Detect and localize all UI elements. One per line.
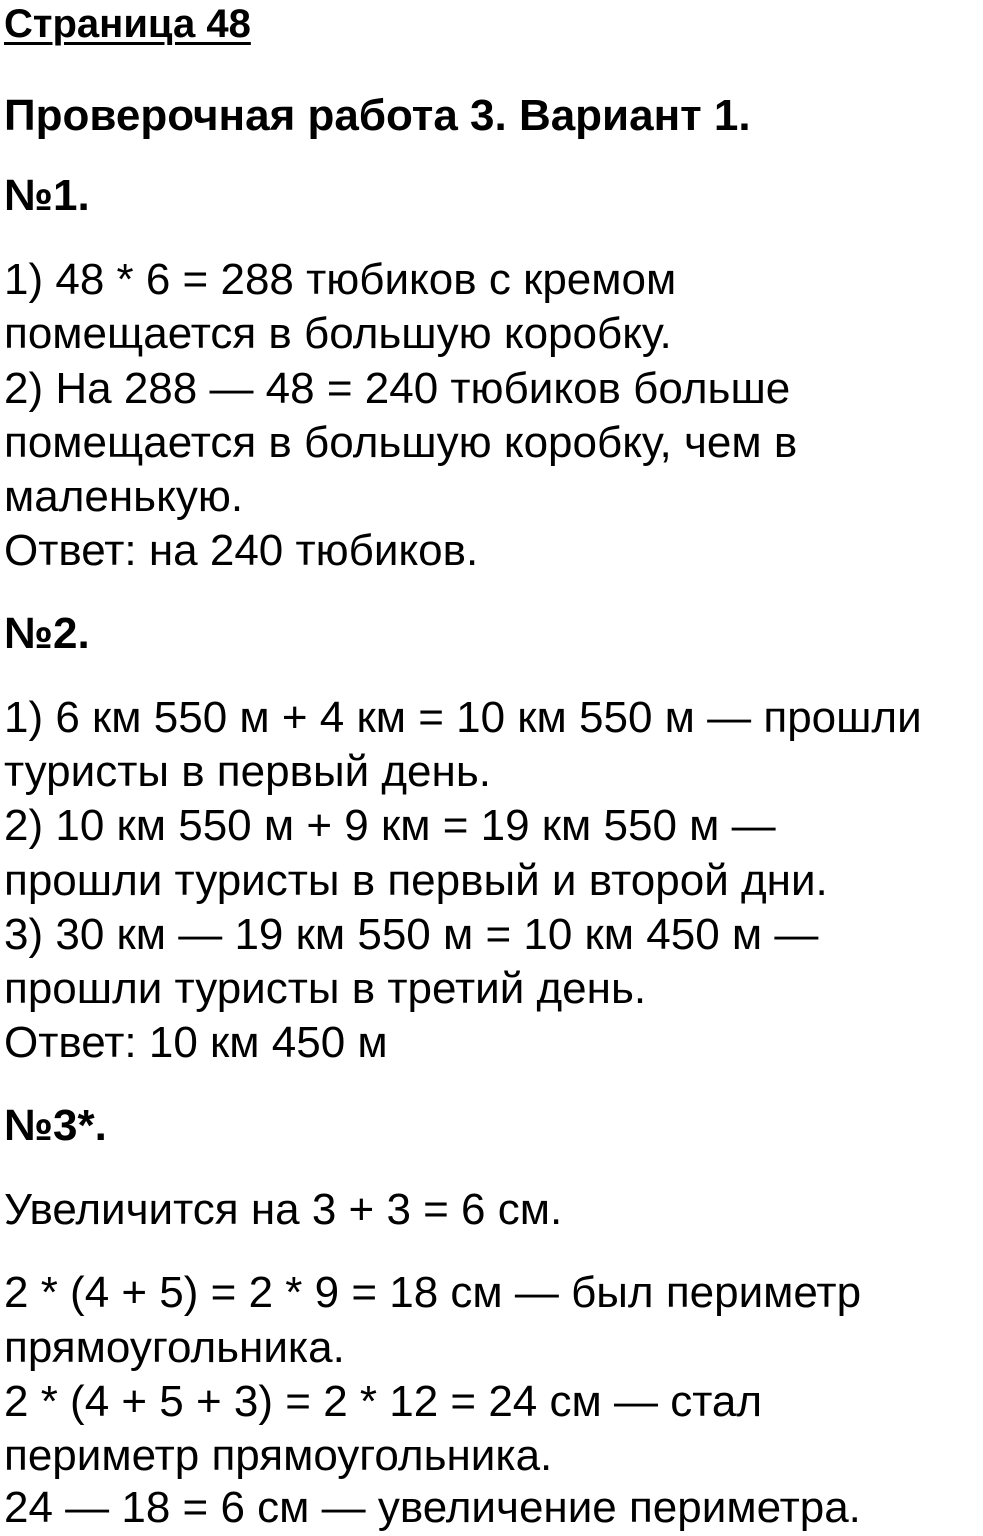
solution-line: периметр прямоугольника. [4, 1431, 553, 1480]
solution-line: 3) 30 км — 19 км 550 м = 10 км 450 м — [4, 910, 819, 959]
solution-line: маленькую. [4, 472, 244, 521]
solution-line: туристы в первый день. [4, 747, 491, 796]
answer-line: Ответ: 10 км 450 м [4, 1018, 388, 1067]
solution-line: 1) 48 * 6 = 288 тюбиков с кремом [4, 255, 677, 304]
solution-line: прямоугольника. [4, 1323, 345, 1372]
solution-line: 2) 10 км 550 м + 9 км = 19 км 550 м — [4, 801, 776, 850]
solution-line: помещается в большую коробку, чем в [4, 418, 798, 467]
solution-line: прошли туристы в третий день. [4, 964, 647, 1013]
solution-intro: Увеличится на 3 + 3 = 6 см. [4, 1185, 563, 1234]
solution-line: 2 * (4 + 5) = 2 * 9 = 18 см — был периметр [4, 1268, 862, 1317]
solution-line: 2 * (4 + 5 + 3) = 2 * 12 = 24 см — стал [4, 1377, 762, 1426]
solution-line: 1) 6 км 550 м + 4 км = 10 км 550 м — прошли [4, 693, 922, 742]
work-title: Проверочная работа 3. Вариант 1. [4, 91, 751, 140]
solution-line: прошли туристы в первый и второй дни. [4, 856, 828, 905]
answer-line: Ответ: на 240 тюбиков. [4, 526, 479, 575]
solution-line: помещается в большую коробку. [4, 309, 672, 358]
task-number: №2. [4, 609, 90, 658]
task-number: №3*. [4, 1101, 107, 1150]
page-title: Страница 48 [4, 2, 251, 46]
solution-line: 24 — 18 = 6 см — увеличение периметра. [4, 1483, 861, 1532]
solution-line: 2) На 288 — 48 = 240 тюбиков больше [4, 364, 791, 413]
task-number: №1. [4, 171, 90, 220]
